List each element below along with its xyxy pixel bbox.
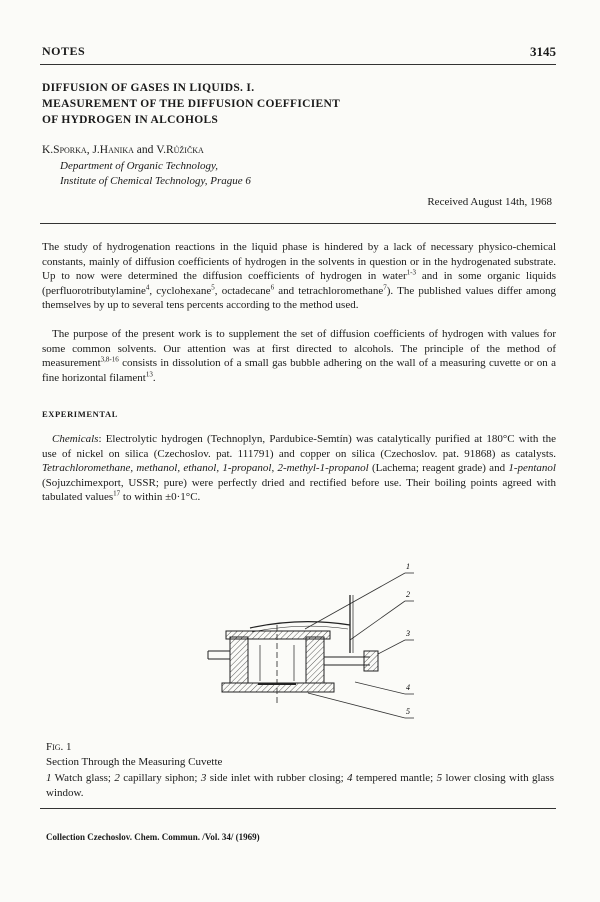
author-3: V.Růžička — [156, 144, 204, 156]
author-separator: , — [86, 144, 93, 156]
citation: 6 — [270, 283, 275, 292]
abstract-rule — [40, 223, 556, 224]
text-run: The purpose of the present work is to supplement the set of diffusion coefficients of hydrogen with values for some common solvents. Our attention was at first directed to alcohols. The principle of the method of measurement — [42, 328, 556, 370]
journal-footer: Collection Czechoslov. Chem. Commun. /Vol. 34/ (1969) — [46, 832, 260, 842]
received-date: Received August 14th, 1968 — [427, 196, 552, 208]
text-run: and tetrachloromethane — [274, 284, 384, 297]
text-run: : Electrolytic hydrogen (Technoplyn, Pardubice-Semtín) was catalytically purified at 180°C with the use of nickel on silica (Czechoslov. pat. 111791) and copper on silica (Czechoslov. pat. 91868) as catalysts. — [42, 433, 556, 460]
article-title-line-1: DIFFUSION OF GASES IN LIQUIDS. I. — [42, 82, 255, 94]
author-list — [42, 144, 204, 156]
chemical-names: Tetrachloromethane, methanol, ethanol, 1-propanol, 2-methyl-1-propanol — [42, 462, 369, 475]
label-5: 5 — [406, 707, 410, 716]
text-run: to within ±0·1°C. — [120, 491, 201, 504]
citation: 3,8-16 — [100, 355, 119, 364]
measuring-cuvette-diagram — [200, 555, 422, 731]
label-3: 3 — [406, 629, 410, 638]
article-title-line-2: MEASUREMENT OF THE DIFFUSION COEFFICIENT — [42, 98, 341, 110]
intro-paragraph-1 — [42, 240, 556, 313]
mantle-top-rim — [226, 631, 330, 639]
header-rule — [40, 64, 556, 65]
label-4: 4 — [406, 683, 410, 692]
caption-text: tempered mantle; — [352, 772, 437, 784]
citation: 7 — [383, 283, 387, 292]
caption-number: 3 — [200, 772, 207, 784]
text-run: , octadecane — [214, 284, 271, 297]
author-separator: and — [133, 144, 157, 156]
text-run: , cyclohexane — [149, 284, 212, 297]
text-run: (Lachema; reagent grade) and — [368, 462, 509, 475]
article-title-line-3: OF HYDROGEN IN ALCOHOLS — [42, 114, 219, 126]
text-run: ). The published values differ among themselves by up to several tens percents according to the method used. — [42, 284, 556, 312]
mantle-left-wall — [230, 637, 248, 683]
intro-paragraph-2 — [42, 327, 556, 385]
section-label: NOTES — [42, 44, 86, 58]
text-run: The study of hydrogenation reactions in the liquid phase is hindered by a lack of necessary physico-chemical constants, mainly of diffusion coefficients of hydrogen in the solvents in question or in the hydrogenated substrate. Up to now were determined the diffusion coefficients of hydrogen in water — [42, 241, 556, 283]
text-run: and in some organic liquids (perfluorotributylamine — [42, 270, 556, 297]
caption-text: lower closing with glass window. — [46, 772, 554, 799]
citation: 5 — [211, 283, 215, 292]
section-heading-experimental: EXPERIMENTAL — [42, 409, 118, 419]
caption-text: side inlet with rubber closing; — [206, 772, 348, 784]
caption-text: capillary siphon; — [119, 772, 201, 784]
rubber-closing — [364, 651, 378, 671]
caption-number: 5 — [436, 772, 443, 784]
figure-caption — [46, 771, 554, 800]
watch-glass — [250, 622, 350, 628]
caption-number: 1 — [46, 772, 52, 784]
footer-rule — [40, 808, 556, 809]
label-1: 1 — [406, 562, 410, 571]
citation: 13 — [145, 370, 153, 379]
text-run: (Sojuzchimexport, USSR; pure) were perfectly dried and rectified before use. Their boiling points agreed with tabulated values — [42, 476, 556, 504]
cuvette-body — [208, 595, 378, 703]
citation: 17 — [113, 489, 121, 498]
citation: 4 — [145, 283, 150, 292]
running-header — [42, 44, 556, 62]
figure-number: Fig. 1 — [46, 741, 72, 753]
page-number: 3145 — [530, 44, 556, 59]
author-1: K.Sporka — [42, 144, 87, 156]
caption-number: 2 — [114, 772, 120, 784]
author-2: J.Hanika — [92, 144, 134, 156]
chemical-name: 1-pentanol — [508, 462, 556, 475]
affiliation-line-2: Institute of Chemical Technology, Prague 6 — [60, 175, 251, 187]
caption-text: Watch glass; — [51, 772, 115, 784]
chemicals-paragraph — [42, 432, 556, 505]
label-2: 2 — [406, 590, 410, 599]
text-run: consists in dissolution of a small gas bubble adhering on the wall of a measuring cuvette or on a fine horizontal filament — [42, 357, 556, 384]
citation: 1-3 — [406, 268, 416, 277]
text-run: . — [152, 371, 156, 384]
figure-title: Section Through the Measuring Cuvette — [46, 756, 223, 768]
mantle-right-wall — [306, 637, 324, 683]
caption-number: 4 — [347, 772, 353, 784]
chemicals-label: Chemicals — [52, 433, 99, 445]
affiliation-line-1: Department of Organic Technology, — [60, 160, 219, 172]
